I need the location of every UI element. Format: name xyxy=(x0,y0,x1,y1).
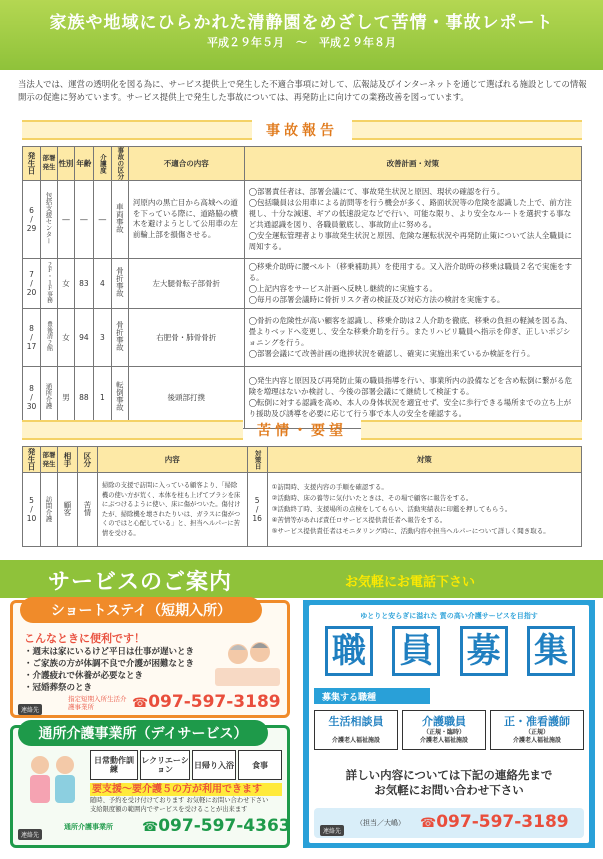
page-title: 家族や地域にひらかれた清静園をめざして苦情・事故レポート xyxy=(49,13,554,33)
short-contact-label: 連絡先 xyxy=(18,697,42,716)
col-content: 内容 xyxy=(97,447,247,473)
day-contact-label: 連絡先 xyxy=(18,822,42,841)
recruit-title: 職 員 募 集 xyxy=(325,626,575,676)
table-row: 6 / 29 包括支援センター ― ― ― 車両事故 河原内の黒亡目から高城への道を下っている際に、道路脇の横木を避けようとして公用車の左前輪上部を損傷させる。 ◯部署責任者は、部署会議にて、事故発生状況と原因、現状の確認を行う。 ◯包括職員は公用車による訪問等を行う機会が多く、路面状況等の危険を認識した上で、前方注視し、十分な減速、ギアの低速設定などで行い、可能な限り、より安全なルートを選択する事など共通認識を図り、各職員徹底し、事故防止に努める。 ◯安全運転管理者より事故発生状況と原因、危険な運転状況や再発防止策について法人全職員に周知する。 xyxy=(23,180,582,258)
intro-text: 当法人では、運営の透明化を図る為に、サービス提供上で発生した不適合事項に対して、広報誌及びインターネットを通じて選ばれる施設としての情報開示の促進に努めています。サービス提供上で発生した事故については、再発防止に向けての業務改善を図っています。 xyxy=(18,79,587,102)
col-measures: 対策 xyxy=(267,447,581,473)
recruit-person: （担当／大嶋） xyxy=(356,819,405,827)
short-phone[interactable]: ☎097-597-3189 xyxy=(132,692,281,712)
short-stay-list: ・週末は家にいるけど平日は仕事が遅いとき ・ご家族の方が体調不良で介護が困難なとき ・介護疲れで休養が必要なとき ・冠婚葬祭のとき xyxy=(24,647,195,693)
col-kind: 事故の区分 xyxy=(111,147,128,181)
table-row: 5 / 10 訪問介護 顧客 苦情 掃除の支援で訪問に入っている顧客より、「掃除機の使い方が荒く、本体を柱も上げてブラシを床にぶつけるように使い、床に傷がついた。傷付けたが、掃除機を壊されたりいは、ガラスに傷がつくのではと心配している」と、担当ヘルパーに苦情を受ける。 5 / 16 ①訪問時、支援内容の手順を確認する。 ②活動時、床の養等に気付いたときは、その場で顧客に報告をする。 ③活動終了時、支援場所の点検をしてもらい、活動実績表に印鑑を押してもらう。 ④苦情等があれば責任ロサービス提供責任者へ報告をする。 ⑤サービス提供責任者はモニタリング時に、活動内容や担当ヘルパーについて詳しく聞き取る。 xyxy=(23,473,582,547)
service-call: お気軽にお電話下さい xyxy=(345,575,476,590)
job-counselor: 生活相談員 介護老人福祉施設 xyxy=(314,710,398,750)
recruit-type-label: 募集する職種 xyxy=(314,688,430,704)
svc-recreation: レクリエーション xyxy=(140,750,190,780)
svc-bathing: 日帰り入浴 xyxy=(192,750,236,780)
col-date: 発生日 xyxy=(23,147,41,181)
elderly-couple-illustration xyxy=(210,630,285,692)
day-phone[interactable]: ☎097-597-4363 xyxy=(142,816,291,836)
col-plan: 改善計画・対策 xyxy=(244,147,581,181)
col-gender: 性別 xyxy=(57,147,74,181)
table-row: 8 / 17 豊後清２館 女 94 3 骨折事故 右肥骨・肺骨骨折 ◯骨折の危険性が高い顧客を認識し、移乗介助は２人介助を徹底、移乗の負担の軽減を図る為、畳よりベッドへ変更し、安全な移乗介助を行う。またリハビリ職員へ指示を仰ぎ、正しいポジショニングを行う。 ◯部署会議にて改善計画の進捗状況を確認し、確実に実施出来ているか検証を行う。 xyxy=(23,308,582,366)
col-content: 不適合の内容 xyxy=(128,147,244,181)
recruit-contact-label: 連絡先 xyxy=(320,818,344,837)
table-row: 8 / 30 通所介護 男 88 1 転倒事故 後頭部打撲 ◯発生内容と原因及び再発防止策の職員指導を行い、事業所内の設備などを含め転倒に繋がる危険を増理はないか検討し、今後の部署会議にて継続して検証する。 ◯転倒に対する認識を高め、本人の身体状況を適宜せず、安全に歩行できる場所までの立ち上がり援助及び誘導を必要に応じて行う事で本人の安全を確認する。 xyxy=(23,366,582,428)
col-dept: 部署 発生 xyxy=(40,147,57,181)
accident-heading: 事故報告 xyxy=(22,118,582,142)
table-row: 7 / 20 ２Ｆ・１Ｆ事務 女 83 4 骨折事故 左大腿骨転子部骨折 ◯移乗介助時に腰ベルト（移乗補助具）を使用する。又入浴介助時の移乗は職員２名で実施をする。 ◯上記内容をサービス計画へ反映し継続的に実施する。 ◯毎月の部署会議時に骨折リスク者の検証及び対応方法の検討を実施する。 xyxy=(23,258,582,308)
recruit-message: 詳しい内容については下記の連絡先まで お気軽にお問い合わせ下さい xyxy=(345,768,553,797)
job-caregiver: 介護職員 （正規・臨時） 介護老人福祉施設 xyxy=(402,710,486,750)
recruit-phone[interactable]: ☎097-597-3189 xyxy=(420,812,569,832)
svc-meal: 食事 xyxy=(238,750,282,780)
recruit-subtitle: ゆとりと安らぎに溢れた 質の高い介護サービスを目指す xyxy=(360,612,538,620)
col-care: 介護度 xyxy=(93,147,111,181)
col-dept: 部署 発生 xyxy=(40,447,57,473)
svc-daily-training: 日常動作訓練 xyxy=(90,750,138,780)
short-facility: 指定短期入所生活介護事業所 xyxy=(68,695,127,711)
complaint-heading: 苦情・要望 xyxy=(22,418,582,442)
col-kind: 区分 xyxy=(77,447,97,473)
complaint-table xyxy=(22,446,582,547)
service-title: サービスのご案内 xyxy=(48,570,233,595)
day-note: 随時、予約を受け付けております お気軽にお問い合わせ下さい 支給限度額の範囲内でサービスを受けることが出来ます xyxy=(90,797,269,813)
day-service-title: 通所介護事業所（デイサービス） xyxy=(18,720,268,746)
day-eligibility: 要支援～要介護５の方が利用できます xyxy=(90,783,282,796)
job-nurse: 正・准看護師 （正規） 介護老人福祉施設 xyxy=(490,710,584,750)
day-facility: 通所介護事業所 xyxy=(64,823,113,831)
col-date: 発生日 xyxy=(23,447,41,473)
short-stay-title: ショートステイ（短期入所） xyxy=(20,597,262,623)
col-partner: 相手 xyxy=(57,447,77,473)
caregiver-illustration xyxy=(20,750,86,810)
accident-table xyxy=(22,146,582,429)
short-stay-when: こんなときに便利です！ xyxy=(24,632,145,645)
col-response-date: 対策日 xyxy=(247,447,267,473)
col-age: 年齢 xyxy=(74,147,93,181)
report-period: 平成２９年５月 ～ 平成２９年８月 xyxy=(207,36,396,49)
